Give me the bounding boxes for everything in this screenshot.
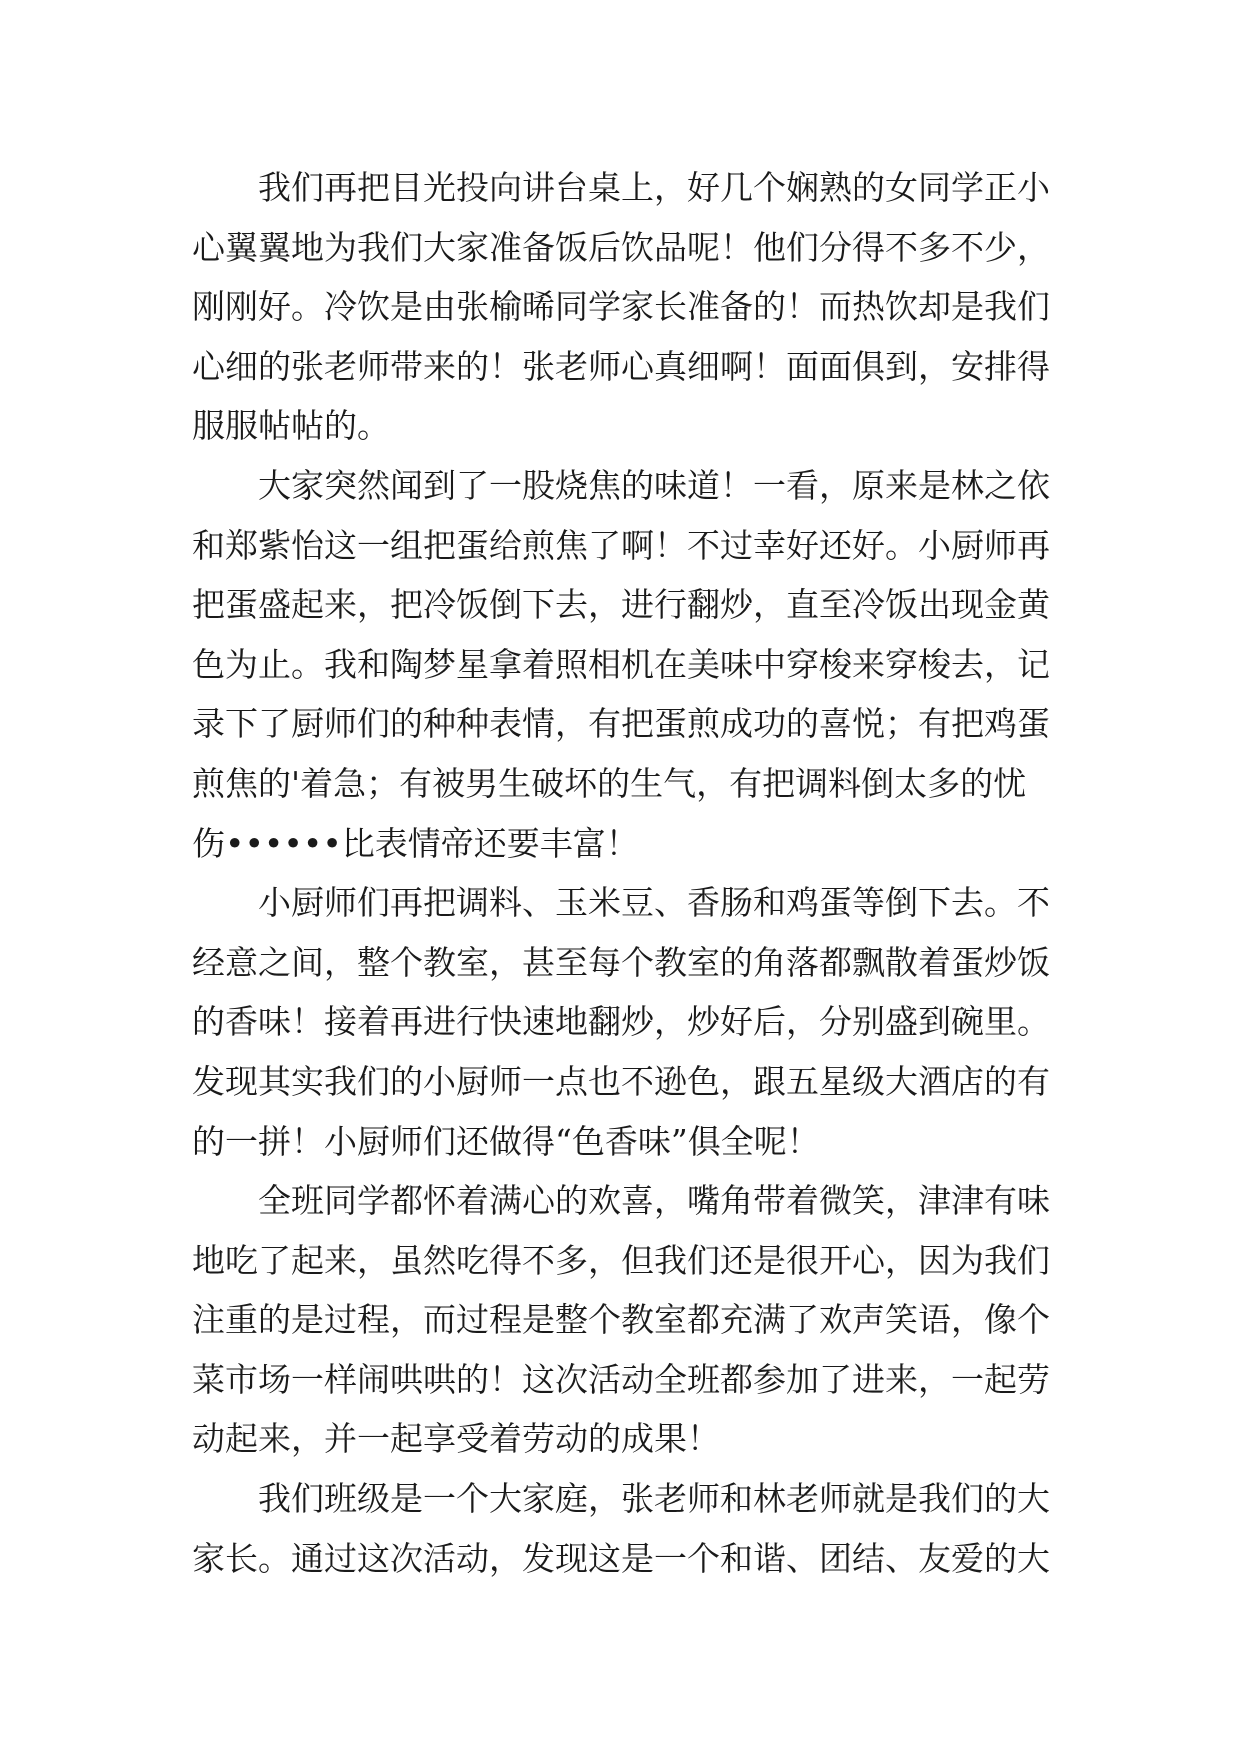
text-line: 我们班级是一个大家庭，张老师和林老师就是我们的大 <box>258 1479 1050 1519</box>
text-line: 色为止。我和陶梦星拿着照相机在美味中穿梭来穿梭去，记 <box>192 644 1050 684</box>
text-line: 动起来，并一起享受着劳动的成果！ <box>192 1419 720 1459</box>
text-line: 全班同学都怀着满心的欢喜，嘴角带着微笑，津津有味 <box>258 1181 1050 1221</box>
text-line: 我们再把目光投向讲台桌上，好几个娴熟的女同学正小 <box>258 168 1050 207</box>
text-line: 菜市场一样闹哄哄的！这次活动全班都参加了进来，一起劳 <box>192 1359 1050 1399</box>
paragraph <box>192 158 1052 456</box>
text-line: 刚刚好。冷饮是由张榆晞同学家长准备的！而热饮却是我们 <box>192 287 1050 327</box>
text-line: 和郑紫怡这一组把蛋给煎焦了啊！不过幸好还好。小厨师再 <box>192 525 1050 565</box>
text-line: 地吃了起来，虽然吃得不多，但我们还是很开心，因为我们 <box>192 1240 1050 1280</box>
text-line: 把蛋盛起来，把冷饭倒下去，进行翻炒，直至冷饭出现金黄 <box>192 585 1050 625</box>
text-line: 录下了厨师们的种种表情，有把蛋煎成功的喜悦；有把鸡蛋 <box>192 704 1050 744</box>
text-line: 的一拼！小厨师们还做得“色香味”俱全呢！ <box>192 1121 820 1161</box>
text-line: 注重的是过程，而过程是整个教室都充满了欢声笑语，像个 <box>192 1300 1050 1340</box>
text-line: 煎焦的'着急；有被男生破坏的生气，有把调料倒太多的忧 <box>192 763 1027 803</box>
paragraph <box>192 1171 1052 1469</box>
text-line: 伤••••••比表情帝还要丰富！ <box>192 823 639 863</box>
text-line: 心翼翼地为我们大家准备饭后饮品呢！他们分得不多不少， <box>192 227 1050 267</box>
text-line: 家长。通过这次活动，发现这是一个和谐、团结、友爱的大 <box>192 1538 1050 1578</box>
text-line: 经意之间，整个教室，甚至每个教室的角落都飘散着蛋炒饭 <box>192 942 1050 982</box>
paragraph <box>192 873 1052 1171</box>
text-line: 的香味！接着再进行快速地翻炒，炒好后，分别盛到碗里。 <box>192 1002 1050 1042</box>
text-line: 发现其实我们的小厨师一点也不逊色，跟五星级大酒店的有 <box>192 1061 1050 1101</box>
text-line: 小厨师们再把调料、玉米豆、香肠和鸡蛋等倒下去。不 <box>258 883 1050 923</box>
paragraph <box>192 456 1052 873</box>
text-line: 大家突然闻到了一股烧焦的味道！一看，原来是林之依 <box>258 465 1050 505</box>
paragraph <box>192 1469 1052 1588</box>
text-line: 服服帖帖的。 <box>192 406 390 446</box>
text-line: 心细的张老师带来的！张老师心真细啊！面面俱到，安排得 <box>192 346 1050 386</box>
document-body <box>192 158 1052 1588</box>
